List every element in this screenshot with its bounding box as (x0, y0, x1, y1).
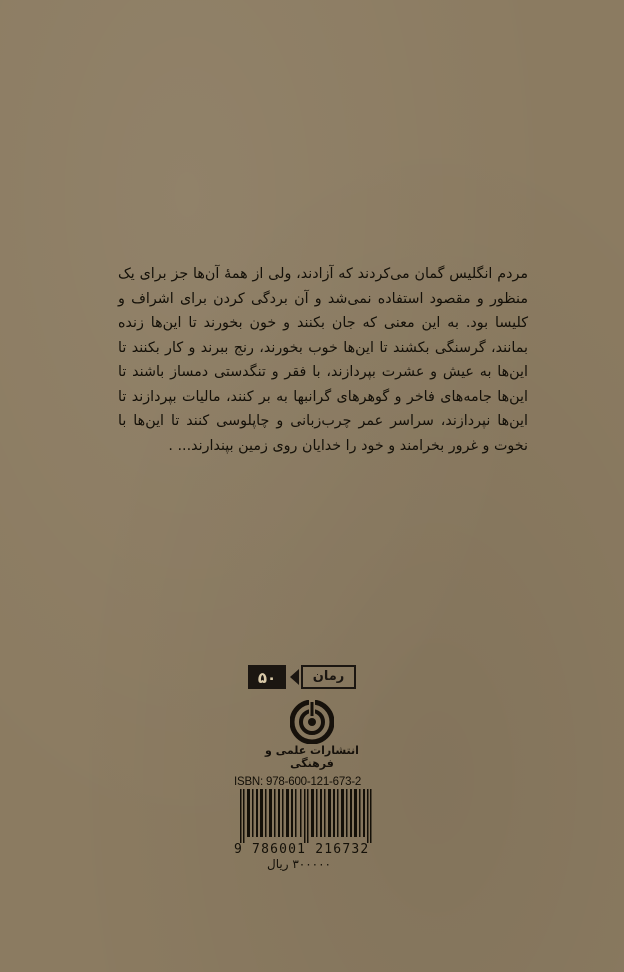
series-number: ۵۰ (248, 665, 286, 689)
blurb-text: مردم انگلیس گمان می‌کردند که آزادند، ولی از همهٔ آن‌ها جز برای یک منظور و مقصود استفاده نمی‌شد و آن بردگی کردن برای اشراف و کلیسا بود. به این معنی که جان بکنند و خون بخورند تا این‌ها زنده بمانند، گرسنگی بکشند تا این‌ها خوب بخورند، رنج ببرند و کار بکنند تا این‌ها به عیش و عشرت بپردازند، با فقر و تنگدستی دمساز باشند تا این‌ها جامه‌های فاخر و گوهرهای گرانبها به بر کنند، مالیات بپردازند تا این‌ها نپردازند، سراسر عمر چرب‌زبانی و چاپلوسی کنند تا این‌ها با نخوت و غرور بخرامند و خود را خدایان روی زمین بپندارند... . (118, 266, 528, 454)
back-cover-blurb (118, 262, 528, 458)
series-label: رمان (301, 665, 356, 689)
publisher-logo (252, 700, 372, 770)
publisher-name: انتشارات علمی و فرهنگی (265, 744, 359, 770)
barcode-block (234, 776, 384, 871)
barcode-digits: 9 786001 216732 (234, 842, 370, 857)
isbn-text: ISBN: 978-600-121-673-2 (234, 776, 362, 788)
publisher-emblem-icon (290, 700, 334, 744)
barcode-icon (234, 789, 384, 843)
series-arrow-icon (290, 669, 299, 685)
series-badge (248, 665, 356, 689)
price-label: ۳۰۰۰۰۰ ریال (267, 857, 331, 871)
